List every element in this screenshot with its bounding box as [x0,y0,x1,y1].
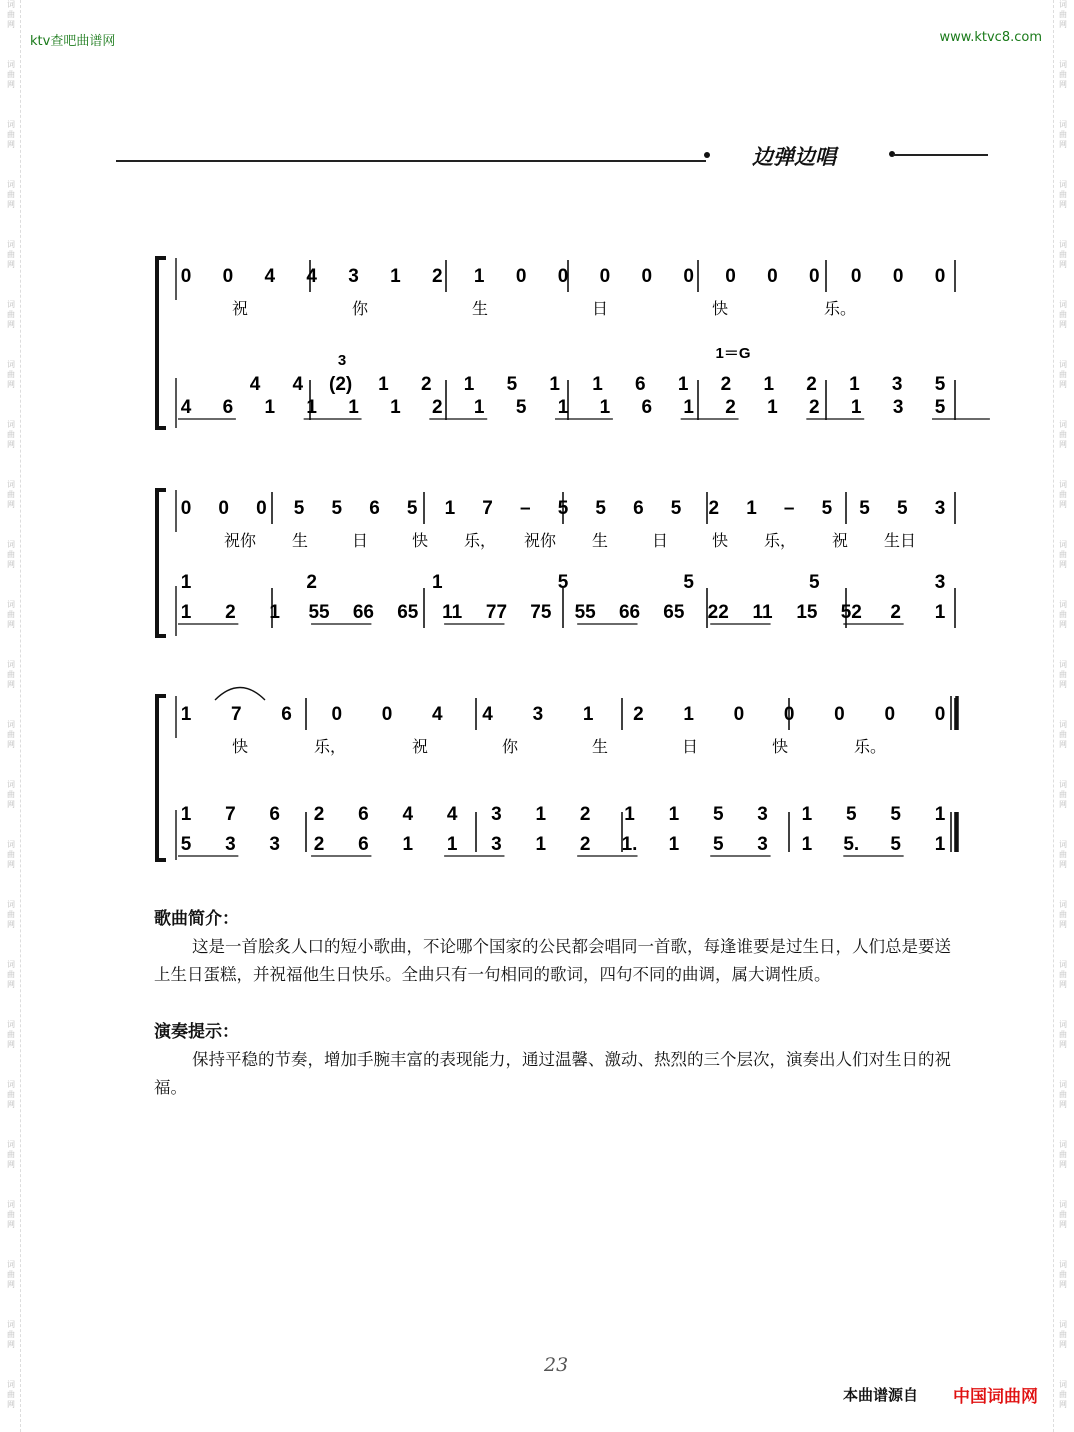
accomp-lower-note: 22 [707,602,729,623]
voice-note: 0 [934,704,946,725]
side-watermark-text: 词 曲 网 [7,300,15,329]
lyric: 你 [351,299,369,318]
side-watermark-text: 词 曲 网 [1059,180,1067,209]
accomp-lower-note: 5 [180,834,192,855]
accomp-upper-note: 1 [668,804,680,825]
accomp-upper-note: 5 [846,804,857,825]
side-watermark-text: 词 曲 网 [7,480,15,509]
side-watermark-text: 词 曲 网 [7,1260,15,1289]
tips-paragraph: 保持平稳的节奏，增加手腕丰富的表现能力，通过温馨、激动、热烈的三个层次，演奏出人们对生日的祝福。 [154,1050,951,1097]
accomp-lower-note: 6 [358,834,369,855]
accomp-lower-note: 1 [306,397,317,418]
voice-note: 5 [821,498,833,519]
accomp-lower-note: 11 [752,602,773,623]
accomp-upper-note: 7 [225,804,236,825]
lyric: 快 [771,737,789,756]
voice-note: 4 [264,266,276,287]
voice-note: 0 [557,266,569,287]
voice-note: 0 [599,266,611,287]
accomp-lower-note: 2 [890,602,901,623]
accomp-upper-note: 1 [849,374,860,395]
voice-note: 0 [783,704,795,725]
voice-note: 1 [473,266,485,287]
accomp-lower-note: 66 [618,602,641,623]
voice-note: 4 [482,704,493,725]
accomp-lower-note: 1 [473,397,485,418]
side-watermark-text: 词 曲 网 [1059,900,1067,929]
voice-note: 5 [406,498,418,519]
side-watermark-text: 词 曲 网 [7,0,15,29]
voice-note: 4 [432,704,443,725]
accomp-upper-note: 3 [757,804,768,825]
watermark-top-right: www.ktvc8.com [939,30,1042,45]
page-number: 23 [544,1354,569,1376]
section-title: 边弹边唱 [752,144,836,169]
accomp-upper-note: 1 [535,804,547,825]
lyric: 乐。 [853,737,887,756]
voice-note: 5 [859,498,870,519]
accomp-lower-note: 1. [621,834,638,855]
side-watermark-text: 词 曲 网 [1059,0,1067,29]
accomp-lower-note: 2 [809,397,820,418]
voice-note: – [783,498,795,519]
voice-note: 0 [725,266,736,287]
voice-note: 0 [683,266,694,287]
side-watermark-text: 词 曲 网 [7,780,15,809]
voice-note: 0 [733,704,745,725]
accomp-lower-note: 1 [767,397,778,418]
voice-note: 0 [809,266,820,287]
voice-note: 5 [595,498,606,519]
accomp-upper-note: 2 [420,374,432,395]
side-watermark-text: 词 曲 网 [7,960,15,989]
accomp-lower-note: 1 [668,834,680,855]
accomp-lower-note: 2 [225,602,236,623]
accomp-upper-note: 5 [712,804,724,825]
lyric: 日 [351,531,369,550]
side-watermark-text: 词 曲 网 [7,900,15,929]
side-watermark-text: 词 曲 网 [7,1020,15,1049]
voice-note: 0 [641,266,653,287]
accomp-upper-note: 5 [890,804,901,825]
key-change-label: 1＝G [715,345,751,362]
lyric: 祝你 [523,531,557,550]
accomp-lower-note: 1 [934,834,946,855]
voice-note: 5 [670,498,682,519]
accomp-upper-note: 1 [801,804,813,825]
side-watermark-text: 词 曲 网 [1059,360,1067,389]
accomp-upper-note: 3 [934,572,946,593]
accomp-lower-note: 6 [641,397,653,418]
triplet-mark: 3 [337,352,347,369]
side-watermark-text: 词 曲 网 [1059,1080,1067,1109]
side-watermark-text: 词 曲 网 [1059,660,1067,689]
voice-note: 5 [293,498,305,519]
lyric: 生 [471,299,489,318]
accomp-lower-note: 1 [557,397,569,418]
accomp-lower-note: 5 [712,834,724,855]
accomp-upper-note: 1 [180,572,192,593]
voice-note: 4 [306,266,317,287]
voice-note: 0 [256,498,267,519]
voice-note: 2 [633,704,644,725]
side-watermark-text: 词 曲 网 [1059,480,1067,509]
side-watermark-text: 词 曲 网 [1059,300,1067,329]
accomp-lower-note: 52 [840,602,862,623]
lyric: 祝 [831,531,849,550]
accomp-lower-note: 5. [843,834,860,855]
accomp-upper-note: 1 [763,374,775,395]
accomp-lower-note: 1 [180,602,192,623]
accomp-upper-note: 1 [432,572,443,593]
side-watermark-text: 词 曲 网 [7,120,15,149]
voice-note: 5 [897,498,908,519]
side-watermark-text: 词 曲 网 [7,1320,15,1349]
lyric: 快 [711,531,729,550]
accomp-lower-note: 65 [397,602,419,623]
lyric: 乐。 [823,299,857,318]
accomp-lower-note: 3 [225,834,236,855]
lyric: 生 [291,531,309,550]
side-watermark-text: 词 曲 网 [1059,780,1067,809]
accomp-lower-note: 2 [432,397,443,418]
lyric: 日 [681,737,699,756]
accomp-upper-note: 5 [809,572,820,593]
system-bracket [157,490,166,636]
accomp-upper-note: 3 [891,374,903,395]
lyric: 快 [231,737,249,756]
accomp-upper-note: 1 [624,804,635,825]
lyric: 祝你 [223,531,257,550]
accomp-lower-note: 6 [222,397,234,418]
accomp-lower-note: 3 [892,397,904,418]
voice-note: 1 [180,704,192,725]
lyric: 乐， [463,531,497,550]
voice-note: 7 [230,704,242,725]
lyric: 生 [591,531,609,550]
voice-note: 0 [331,704,343,725]
tips-heading: 演奏提示： [154,1022,239,1042]
lyric: 生日 [883,531,917,550]
accomp-lower-note: 3 [491,834,502,855]
voice-note: 0 [180,266,192,287]
accomp-upper-note: 1 [180,804,192,825]
voice-note: 1 [390,266,401,287]
voice-note: 0 [850,266,862,287]
accomp-lower-note: 2 [579,834,591,855]
accomp-upper-note: 6 [358,804,369,825]
accomp-upper-note: 5 [506,374,518,395]
voice-note: 1 [582,704,594,725]
accomp-lower-note: 1 [535,834,547,855]
voice-note: 0 [767,266,778,287]
accomp-lower-note: 1 [264,397,276,418]
accomp-upper-note: 2 [579,804,591,825]
accomp-lower-note: 2 [313,834,325,855]
voice-note: – [520,498,531,519]
accomp-lower-note: 65 [663,602,685,623]
accomp-lower-note: 55 [574,602,596,623]
side-watermark-text: 词 曲 网 [7,240,15,269]
accomp-upper-note: 1 [378,374,389,395]
side-watermark-text: 词 曲 网 [1059,420,1067,449]
accomp-lower-note: 77 [485,602,508,623]
voice-note: 1 [444,498,456,519]
slur [215,688,265,701]
side-watermark-text: 词 曲 网 [7,60,15,89]
voice-note: 1 [746,498,757,519]
lyric: 乐， [313,737,347,756]
side-watermark-text: 词 曲 网 [7,1140,15,1169]
side-watermark-text: 词 曲 网 [7,540,15,569]
accomp-upper-note: 3 [491,804,502,825]
side-watermark-text: 词 曲 网 [7,660,15,689]
side-watermark-text: 词 曲 网 [1059,1020,1067,1049]
voice-note: 0 [180,498,192,519]
accomp-upper-note: 4 [292,374,304,395]
voice-note: 3 [348,266,359,287]
accomp-lower-note: 1 [390,397,401,418]
voice-note: 0 [218,498,229,519]
source-site-link[interactable]: 中国词曲网 [953,1387,1038,1407]
voice-note: 6 [281,704,292,725]
accomp-lower-note: 1 [599,397,611,418]
accomp-lower-note: 11 [442,602,463,623]
watermark-top-left: ktv查吧曲谱网 [30,34,116,49]
side-watermark-text: 词 曲 网 [7,600,15,629]
side-watermark-text: 词 曲 网 [1059,1260,1067,1289]
accomp-lower-note: 5 [890,834,901,855]
accomp-upper-note: 6 [269,804,280,825]
accomp-lower-note: 1 [801,834,813,855]
accomp-lower-note: 66 [352,602,374,623]
lyric: 快 [711,299,729,318]
side-watermark-text: 词 曲 网 [1059,1200,1067,1229]
side-watermark-text: 词 曲 网 [1059,1140,1067,1169]
accomp-upper-note: 5 [683,572,694,593]
voice-note: 0 [381,704,393,725]
side-watermark-text: 词 曲 网 [7,180,15,209]
intro-heading: 歌曲简介： [154,909,239,929]
side-watermark-text: 词 曲 网 [1059,120,1067,149]
accomp-upper-note: 2 [306,572,317,593]
side-watermark-text: 词 曲 网 [1059,840,1067,869]
voice-note: 0 [515,266,527,287]
accomp-lower-note: 1 [683,397,694,418]
accomp-upper-note: 2 [806,374,817,395]
voice-note: 0 [892,266,904,287]
accomp-lower-note: 1 [934,602,946,623]
voice-note: 0 [884,704,896,725]
system-bracket [157,258,166,428]
accomp-lower-note: 1 [269,602,280,623]
lyric: 祝 [411,737,429,756]
side-watermark-text: 词 曲 网 [1059,240,1067,269]
voice-note: 6 [369,498,380,519]
voice-note: 1 [683,704,694,725]
voice-note: 5 [331,498,343,519]
side-watermark-text: 词 曲 网 [7,1200,15,1229]
accomp-lower-note: 1 [402,834,414,855]
voice-note: 6 [633,498,644,519]
voice-note: 3 [934,498,946,519]
accomp-upper-note: 5 [557,572,569,593]
accomp-upper-note: 1 [592,374,603,395]
accomp-lower-note: 55 [308,602,330,623]
accomp-upper-note: (2) [329,374,353,395]
side-watermark-text: 词 曲 网 [1059,60,1067,89]
side-watermark-text: 词 曲 网 [7,840,15,869]
side-watermark-text: 词 曲 网 [7,1080,15,1109]
side-watermark-text: 词 曲 网 [1059,540,1067,569]
side-watermark-text: 词 曲 网 [7,1380,15,1409]
lyric: 生 [591,737,609,756]
side-watermark-text: 词 曲 网 [1059,1380,1067,1409]
lyric: 日 [591,299,609,318]
system-bracket [157,696,166,860]
voice-note: 2 [432,266,443,287]
voice-note: 0 [222,266,234,287]
voice-note: 3 [532,704,544,725]
accomp-upper-note: 2 [720,374,732,395]
accomp-lower-note: 1 [850,397,862,418]
lyric: 你 [501,737,519,756]
voice-note: 0 [834,704,845,725]
accomp-lower-note: 4 [180,397,192,418]
side-watermark-text: 词 曲 网 [7,420,15,449]
lyric: 乐， [763,531,797,550]
accomp-lower-note: 75 [530,602,552,623]
accomp-lower-note: 3 [269,834,280,855]
voice-note: 0 [934,266,946,287]
accomp-lower-note: 3 [757,834,768,855]
accomp-lower-note: 1 [446,834,458,855]
lyric: 快 [411,531,429,550]
side-watermark-text: 词 曲 网 [1059,1320,1067,1349]
accomp-upper-note: 1 [463,374,475,395]
accomp-upper-note: 1 [677,374,689,395]
accomp-lower-note: 2 [725,397,736,418]
source-label: 本曲谱源自 [843,1386,919,1404]
accomp-lower-note: 1 [348,397,359,418]
voice-note: 2 [708,498,720,519]
accomp-upper-note: 1 [549,374,560,395]
accomp-upper-note: 1 [934,804,946,825]
accomp-upper-note: 4 [446,804,458,825]
voice-note: 5 [557,498,569,519]
side-watermark-text: 词 曲 网 [7,720,15,749]
accomp-lower-note: 5 [515,397,527,418]
voice-note: 7 [482,498,493,519]
side-watermark-text: 词 曲 网 [1059,600,1067,629]
side-watermark-text: 词 曲 网 [1059,960,1067,989]
lyric: 祝 [231,299,249,318]
lyric: 日 [651,531,669,550]
accomp-upper-note: 4 [402,804,414,825]
accomp-lower-note: 15 [796,602,818,623]
side-watermark-text: 词 曲 网 [1059,720,1067,749]
intro-paragraph: 这是一首脍炙人口的短小歌曲，不论哪个国家的公民都会唱同一首歌，每逢谁要是过生日，人们总是要送上生日蛋糕，并祝福他生日快乐。全曲只有一句相同的歌词，四句不同的曲调，属大调性质。 [154,937,951,984]
side-watermark-text: 词 曲 网 [7,360,15,389]
accomp-upper-note: 5 [934,374,946,395]
accomp-lower-note: 5 [934,397,946,418]
accomp-upper-note: 2 [313,804,325,825]
accomp-upper-note: 6 [635,374,646,395]
accomp-upper-note: 4 [249,374,261,395]
